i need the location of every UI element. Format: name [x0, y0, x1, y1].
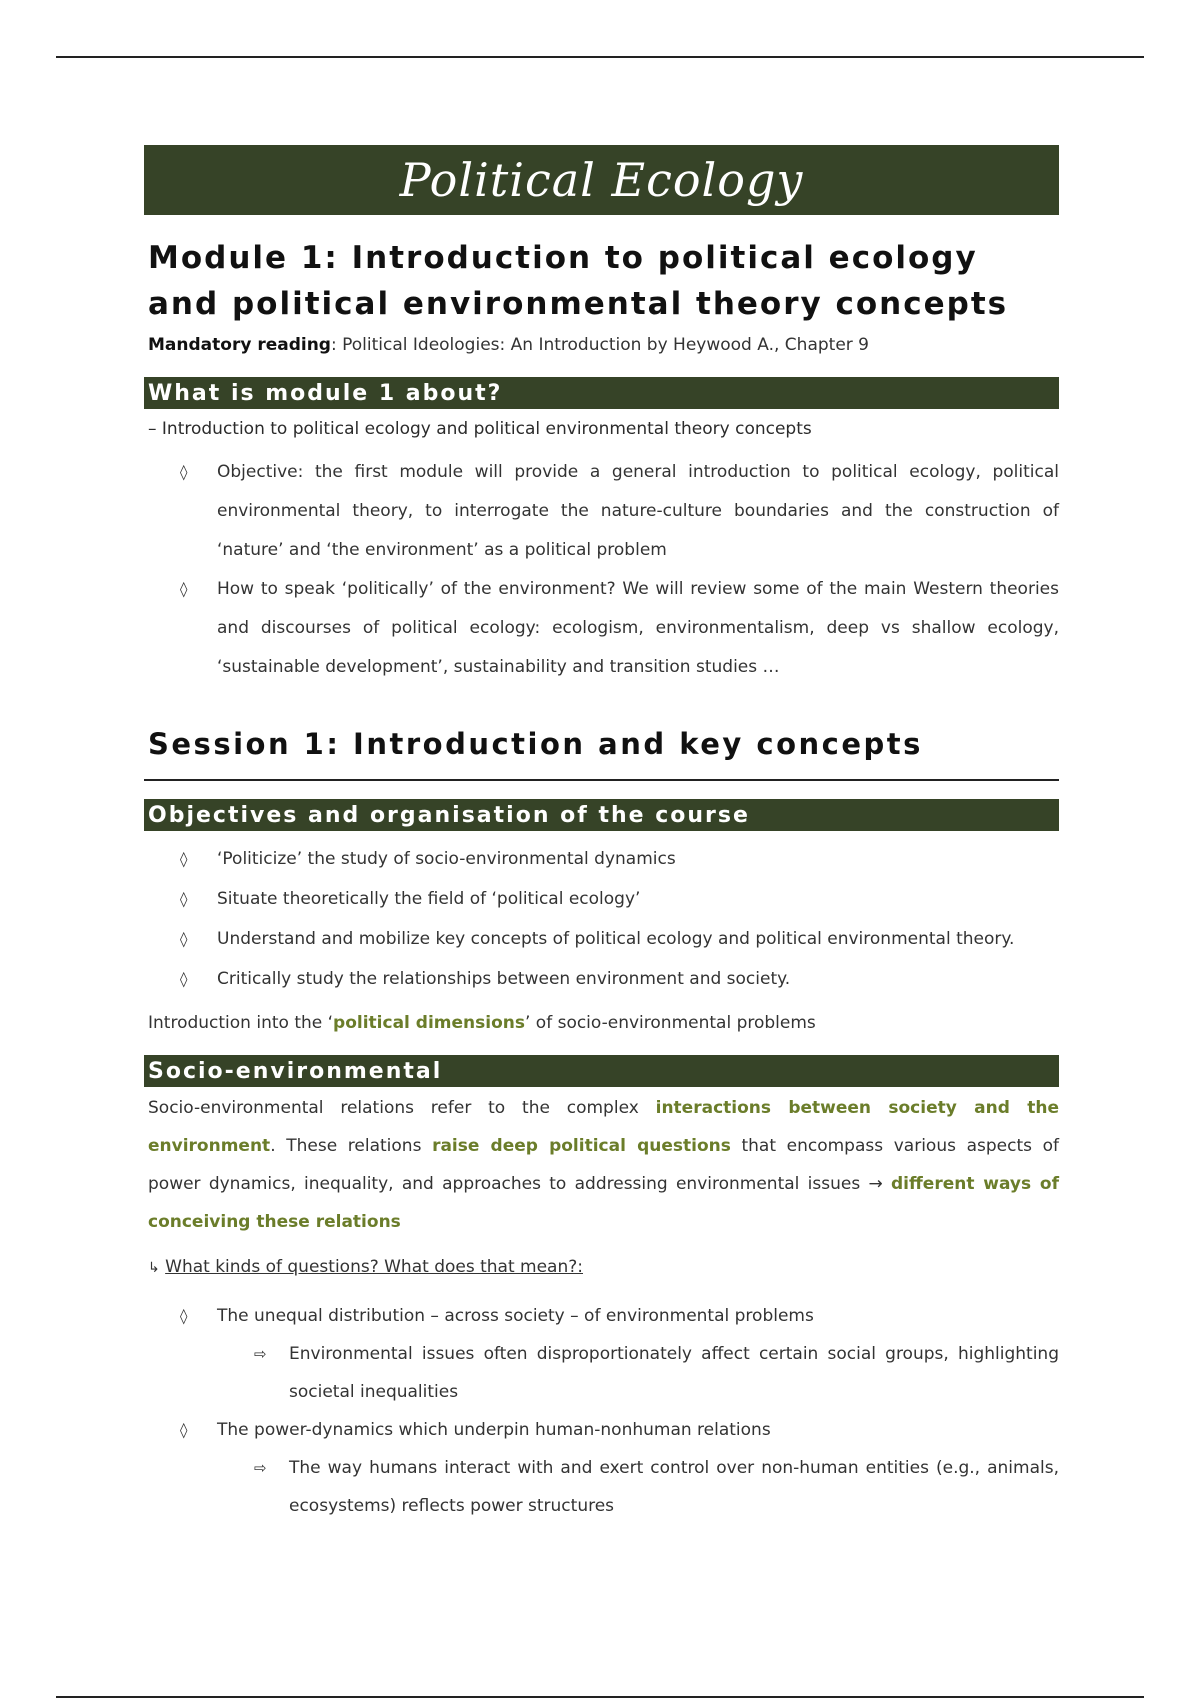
- top-rule: [56, 56, 1144, 58]
- paragraph-text: that encompass various aspects of power dynamics, inequality, and approaches to addressing environmental issues →: [148, 1136, 1059, 1194]
- list-item-text: The unequal distribution – across society – of environmental problems: [217, 1306, 814, 1326]
- socio-list: [144, 1411, 1059, 1449]
- sub-list-item-text: Environmental issues often disproportionately affect certain social groups, highlighting societal inequalities: [289, 1344, 1059, 1402]
- pointing-arrow-icon: ↳: [148, 1260, 160, 1276]
- objectives-section-header: [144, 799, 1059, 831]
- document-title-bar: [144, 145, 1059, 215]
- diamond-bullet-icon: ◊: [180, 930, 188, 948]
- about-list: [144, 453, 1059, 687]
- list-item-text: ‘Politicize’ the study of socio-environmental dynamics: [217, 849, 676, 869]
- list-item: [144, 919, 1059, 959]
- list-item: [144, 1297, 1059, 1335]
- list-item-text: How to speak ‘politically’ of the environment? We will review some of the main Western theories and discourses of political ecology: ecologism, environmentalism, deep vs shallow ecology, ‘sustainable development’, sustainability and transition studies …: [217, 579, 1059, 677]
- list-item-text: Critically study the relationships between environment and society.: [217, 969, 791, 989]
- module-title: Module 1: Introduction to political ecology and political environmental theory concepts: [148, 240, 1009, 322]
- right-arrow-icon: ⇨: [254, 1345, 267, 1363]
- diamond-bullet-icon: ◊: [180, 1307, 188, 1325]
- list-item-text: Objective: the first module will provide a general introduction to political ecology, political environmental theory, to interrogate the nature-culture boundaries and the construction of ‘nature’ and ‘the environment’ as a political problem: [217, 462, 1059, 560]
- diamond-bullet-icon: ◊: [180, 463, 188, 481]
- mandatory-reading-label: Mandatory reading: [148, 335, 331, 355]
- session-title: Session 1: Introduction and key concepts: [148, 727, 923, 761]
- paragraph-text: Socio-environmental relations refer to the complex: [148, 1098, 656, 1118]
- diamond-bullet-icon: ◊: [180, 970, 188, 988]
- list-item: [144, 1411, 1059, 1449]
- mandatory-reading-text: : Political Ideologies: An Introduction by Heywood A., Chapter 9: [330, 335, 869, 355]
- list-item: [144, 570, 1059, 687]
- list-item: [144, 879, 1059, 919]
- socio-section-title: Socio-environmental: [148, 1058, 443, 1084]
- intro-text: ’ of socio-environmental problems: [524, 1013, 816, 1033]
- list-item-text: Situate theoretically the field of ‘political ecology’: [217, 889, 641, 909]
- socio-section-header: [144, 1055, 1059, 1087]
- bottom-rule: [56, 1696, 1144, 1698]
- diamond-bullet-icon: ◊: [180, 580, 188, 598]
- mandatory-reading: [148, 335, 1059, 355]
- list-item-text: The power-dynamics which underpin human-nonhuman relations: [217, 1420, 771, 1440]
- highlight-interactions: interactions between society and the environment: [148, 1098, 1059, 1156]
- list-item-text: Understand and mobilize key concepts of political ecology and political environmental theory.: [217, 929, 1015, 949]
- highlight-different-ways: different ways of conceiving these relations: [148, 1174, 1059, 1232]
- about-section-header: [144, 377, 1059, 409]
- highlight-political-questions: raise deep political questions: [432, 1136, 731, 1156]
- right-arrow-icon: ⇨: [254, 1459, 267, 1477]
- diamond-bullet-icon: ◊: [180, 890, 188, 908]
- sub-list-item: [144, 1449, 1059, 1525]
- question-text: What kinds of questions? What does that mean?:: [165, 1257, 583, 1277]
- intro-text: Introduction into the ‘: [148, 1013, 334, 1033]
- highlight-political-dimensions: political dimensions: [333, 1013, 525, 1033]
- socio-paragraph: [148, 1089, 1059, 1241]
- diamond-bullet-icon: ◊: [180, 1421, 188, 1439]
- session-divider: [144, 779, 1059, 781]
- list-item: [144, 839, 1059, 879]
- sub-list-item-text: The way humans interact with and exert control over non-human entities (e.g., animals, ecosystems) reflects power structures: [289, 1458, 1059, 1516]
- sub-list-item: [144, 1335, 1059, 1411]
- list-item: [144, 959, 1059, 999]
- objectives-intro: [148, 1013, 1059, 1033]
- list-item: [144, 453, 1059, 570]
- diamond-bullet-icon: ◊: [180, 850, 188, 868]
- document-title: Political Ecology: [399, 153, 804, 207]
- socio-list: [144, 1297, 1059, 1335]
- about-intro: – Introduction to political ecology and political environmental theory concepts: [148, 419, 812, 439]
- objectives-list: [144, 839, 1059, 999]
- about-section-title: What is module 1 about?: [148, 380, 503, 406]
- paragraph-text: . These relations: [270, 1136, 433, 1156]
- question-line: [148, 1257, 1059, 1277]
- objectives-section-title: Objectives and organisation of the course: [148, 802, 750, 828]
- document-page: [144, 145, 1059, 1525]
